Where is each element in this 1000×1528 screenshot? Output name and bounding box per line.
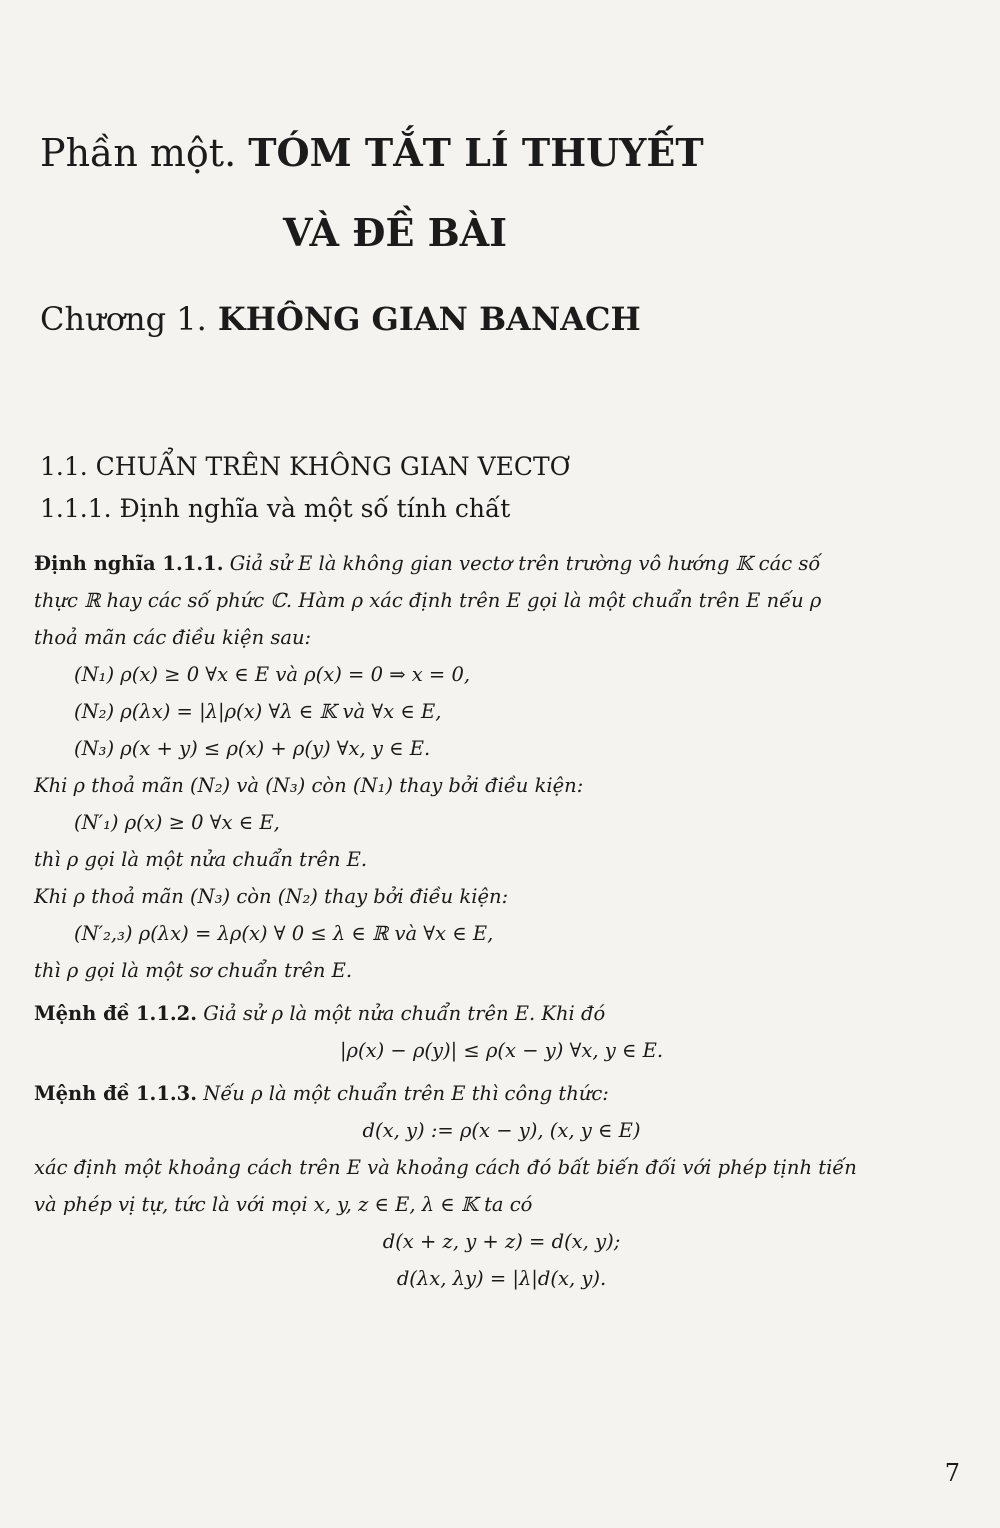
- part-title-line2: VÀ ĐỀ BÀI: [282, 210, 508, 255]
- subsection-title: 1.1.1. Định nghĩa và một số tính chất: [40, 494, 511, 523]
- seminorm-conclusion: thì ρ gọi là một nửa chuẩn trên E.: [34, 848, 368, 871]
- proposition-1-1-3-line2: xác định một khoảng cách trên E và khoảng cách đó bất biến đối với phép tịnh tiến: [34, 1156, 857, 1179]
- proposition-1-1-3-label: Mệnh đề 1.1.3.: [34, 1082, 198, 1105]
- seminorm-intro: Khi ρ thoả mãn (N₂) và (N₃) còn (N₁) thay bởi điều kiện:: [34, 774, 584, 797]
- part-title: [40, 128, 770, 258]
- proposition-1-1-2-label: Mệnh đề 1.1.2.: [34, 1002, 198, 1025]
- proposition-1-1-2-formula: |ρ(x) − ρ(y)| ≤ ρ(x − y) ∀x, y ∈ E.: [339, 1039, 664, 1062]
- section-title: 1.1. CHUẨN TRÊN KHÔNG GIAN VECTƠ: [40, 452, 571, 481]
- proposition-1-1-3-formula: d(x, y) := ρ(x − y), (x, y ∈ E): [362, 1119, 641, 1142]
- definition-label: Định nghĩa 1.1.1.: [34, 552, 224, 575]
- part-prefix: Phần một.: [40, 131, 237, 175]
- proposition-1-1-2-text: Giả sử ρ là một nửa chuẩn trên E. Khi đó: [203, 1002, 606, 1025]
- proposition-1-1-3-line3: và phép vị tự, tức là với mọi x, y, z ∈ E, λ ∈ 𝕂 ta có: [34, 1193, 533, 1216]
- proposition-1-1-3-formula2: d(x + z, y + z) = d(x, y);: [382, 1230, 621, 1253]
- axiom-n1: (N₁) ρ(x) ≥ 0 ∀x ∈ E và ρ(x) = 0 ⇒ x = 0,: [74, 663, 471, 686]
- proposition-1-1-3-formula3: d(λx, λy) = |λ|d(x, y).: [396, 1267, 607, 1290]
- part-title-text: TÓM TẮT LÍ THUYẾT: [248, 130, 704, 175]
- definition-text-line3: thoả mãn các điều kiện sau:: [34, 626, 312, 649]
- page-number: 7: [944, 1459, 960, 1487]
- definition-line: [34, 545, 969, 582]
- axiom-n1-prime: (N′₁) ρ(x) ≥ 0 ∀x ∈ E,: [74, 811, 280, 834]
- axiom-n3: (N₃) ρ(x + y) ≤ ρ(x) + ρ(y) ∀x, y ∈ E.: [74, 737, 431, 760]
- definition-text-line2: thực ℝ hay các số phức ℂ. Hàm ρ xác định trên E gọi là một chuẩn trên E nếu ρ: [34, 589, 822, 612]
- axiom-n23-prime: (N′₂,₃) ρ(λx) = λρ(x) ∀ 0 ≤ λ ∈ ℝ và ∀x ∈ E,: [74, 922, 494, 945]
- body-text: [34, 545, 969, 1297]
- prenorm-intro: Khi ρ thoả mãn (N₃) còn (N₂) thay bởi điều kiện:: [34, 885, 509, 908]
- part-title-line1: [40, 128, 770, 178]
- chapter-prefix: Chương 1.: [40, 300, 207, 338]
- chapter-title: [40, 296, 740, 342]
- proposition-1-1-3: [34, 1075, 969, 1112]
- chapter-title-text: KHÔNG GIAN BANACH: [217, 300, 641, 338]
- proposition-1-1-2: [34, 995, 969, 1032]
- prenorm-conclusion: thì ρ gọi là một sơ chuẩn trên E.: [34, 959, 353, 982]
- proposition-1-1-3-text: Nếu ρ là một chuẩn trên E thì công thức:: [203, 1082, 609, 1105]
- axiom-n2: (N₂) ρ(λx) = |λ|ρ(x) ∀λ ∈ 𝕂 và ∀x ∈ E,: [74, 700, 442, 723]
- definition-text: Giả sử E là không gian vectơ trên trường vô hướng 𝕂 các số: [229, 552, 821, 575]
